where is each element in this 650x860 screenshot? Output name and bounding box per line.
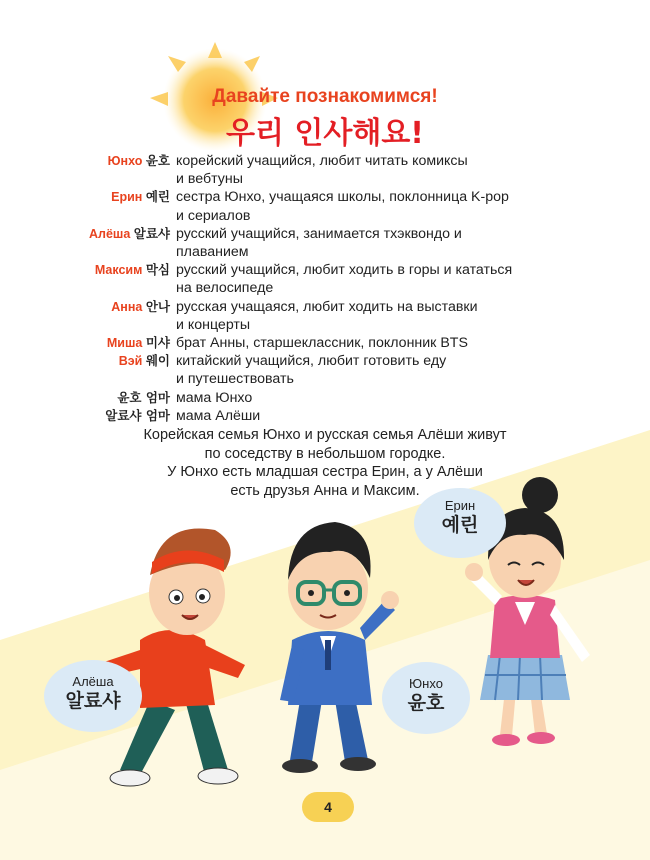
character-name: Миша 미샤 Вэй 웨이 bbox=[106, 335, 170, 369]
yunho-illustration bbox=[280, 522, 399, 773]
page-title-korean: 우리 인사해요! bbox=[225, 116, 424, 151]
speech-bubble-erin: Ерин 예린 bbox=[414, 488, 506, 558]
character-name: Алёша 알료샤 bbox=[88, 225, 170, 241]
page-title: Давайте познакомимся! bbox=[212, 86, 438, 107]
speech-bubble-yunho: Юнхо 윤호 bbox=[382, 662, 470, 734]
character-description: русская учащаяся, любит ходить на выставки и концерты bbox=[176, 298, 478, 333]
intro-paragraph: Корейская семья Юнхо и русская семья Алёши живут по соседству в небольшом городке. У Юнхо есть младшая сестра Ерин, а у Алёши есть друзья Анна и Максим. bbox=[143, 427, 507, 499]
character-description: сестра Юнхо, учащаяся школы, поклонница K-pop и сериалов bbox=[176, 189, 509, 224]
character-description: мама Юнхо мама Алёши bbox=[176, 389, 261, 424]
character-description: русский учащийся, любит ходить в горы и кататься на велосипеде bbox=[176, 262, 513, 297]
character-name: 윤호 엄마 알료샤 엄마 bbox=[105, 389, 170, 423]
character-name: Ерин 예린 bbox=[111, 189, 170, 205]
character-description: брат Анны, старшеклассник, поклонник BTS китайский учащийся, любит готовить еду и путешествовать bbox=[176, 335, 468, 388]
character-description: корейский учащийся, любит читать комиксы и вебтуны bbox=[176, 153, 468, 188]
alesha-illustration bbox=[83, 528, 245, 786]
page-number-badge: 4 bbox=[302, 792, 354, 822]
character-description: русский учащийся, занимается тхэквондо и плаванием bbox=[176, 225, 462, 261]
character-name: Анна 안나 bbox=[111, 298, 170, 314]
character-name: Юнхо 윤호 bbox=[107, 153, 170, 168]
character-name: Максим 막심 bbox=[94, 262, 170, 278]
speech-bubble-alesha: Алёша 알료샤 bbox=[44, 660, 142, 732]
